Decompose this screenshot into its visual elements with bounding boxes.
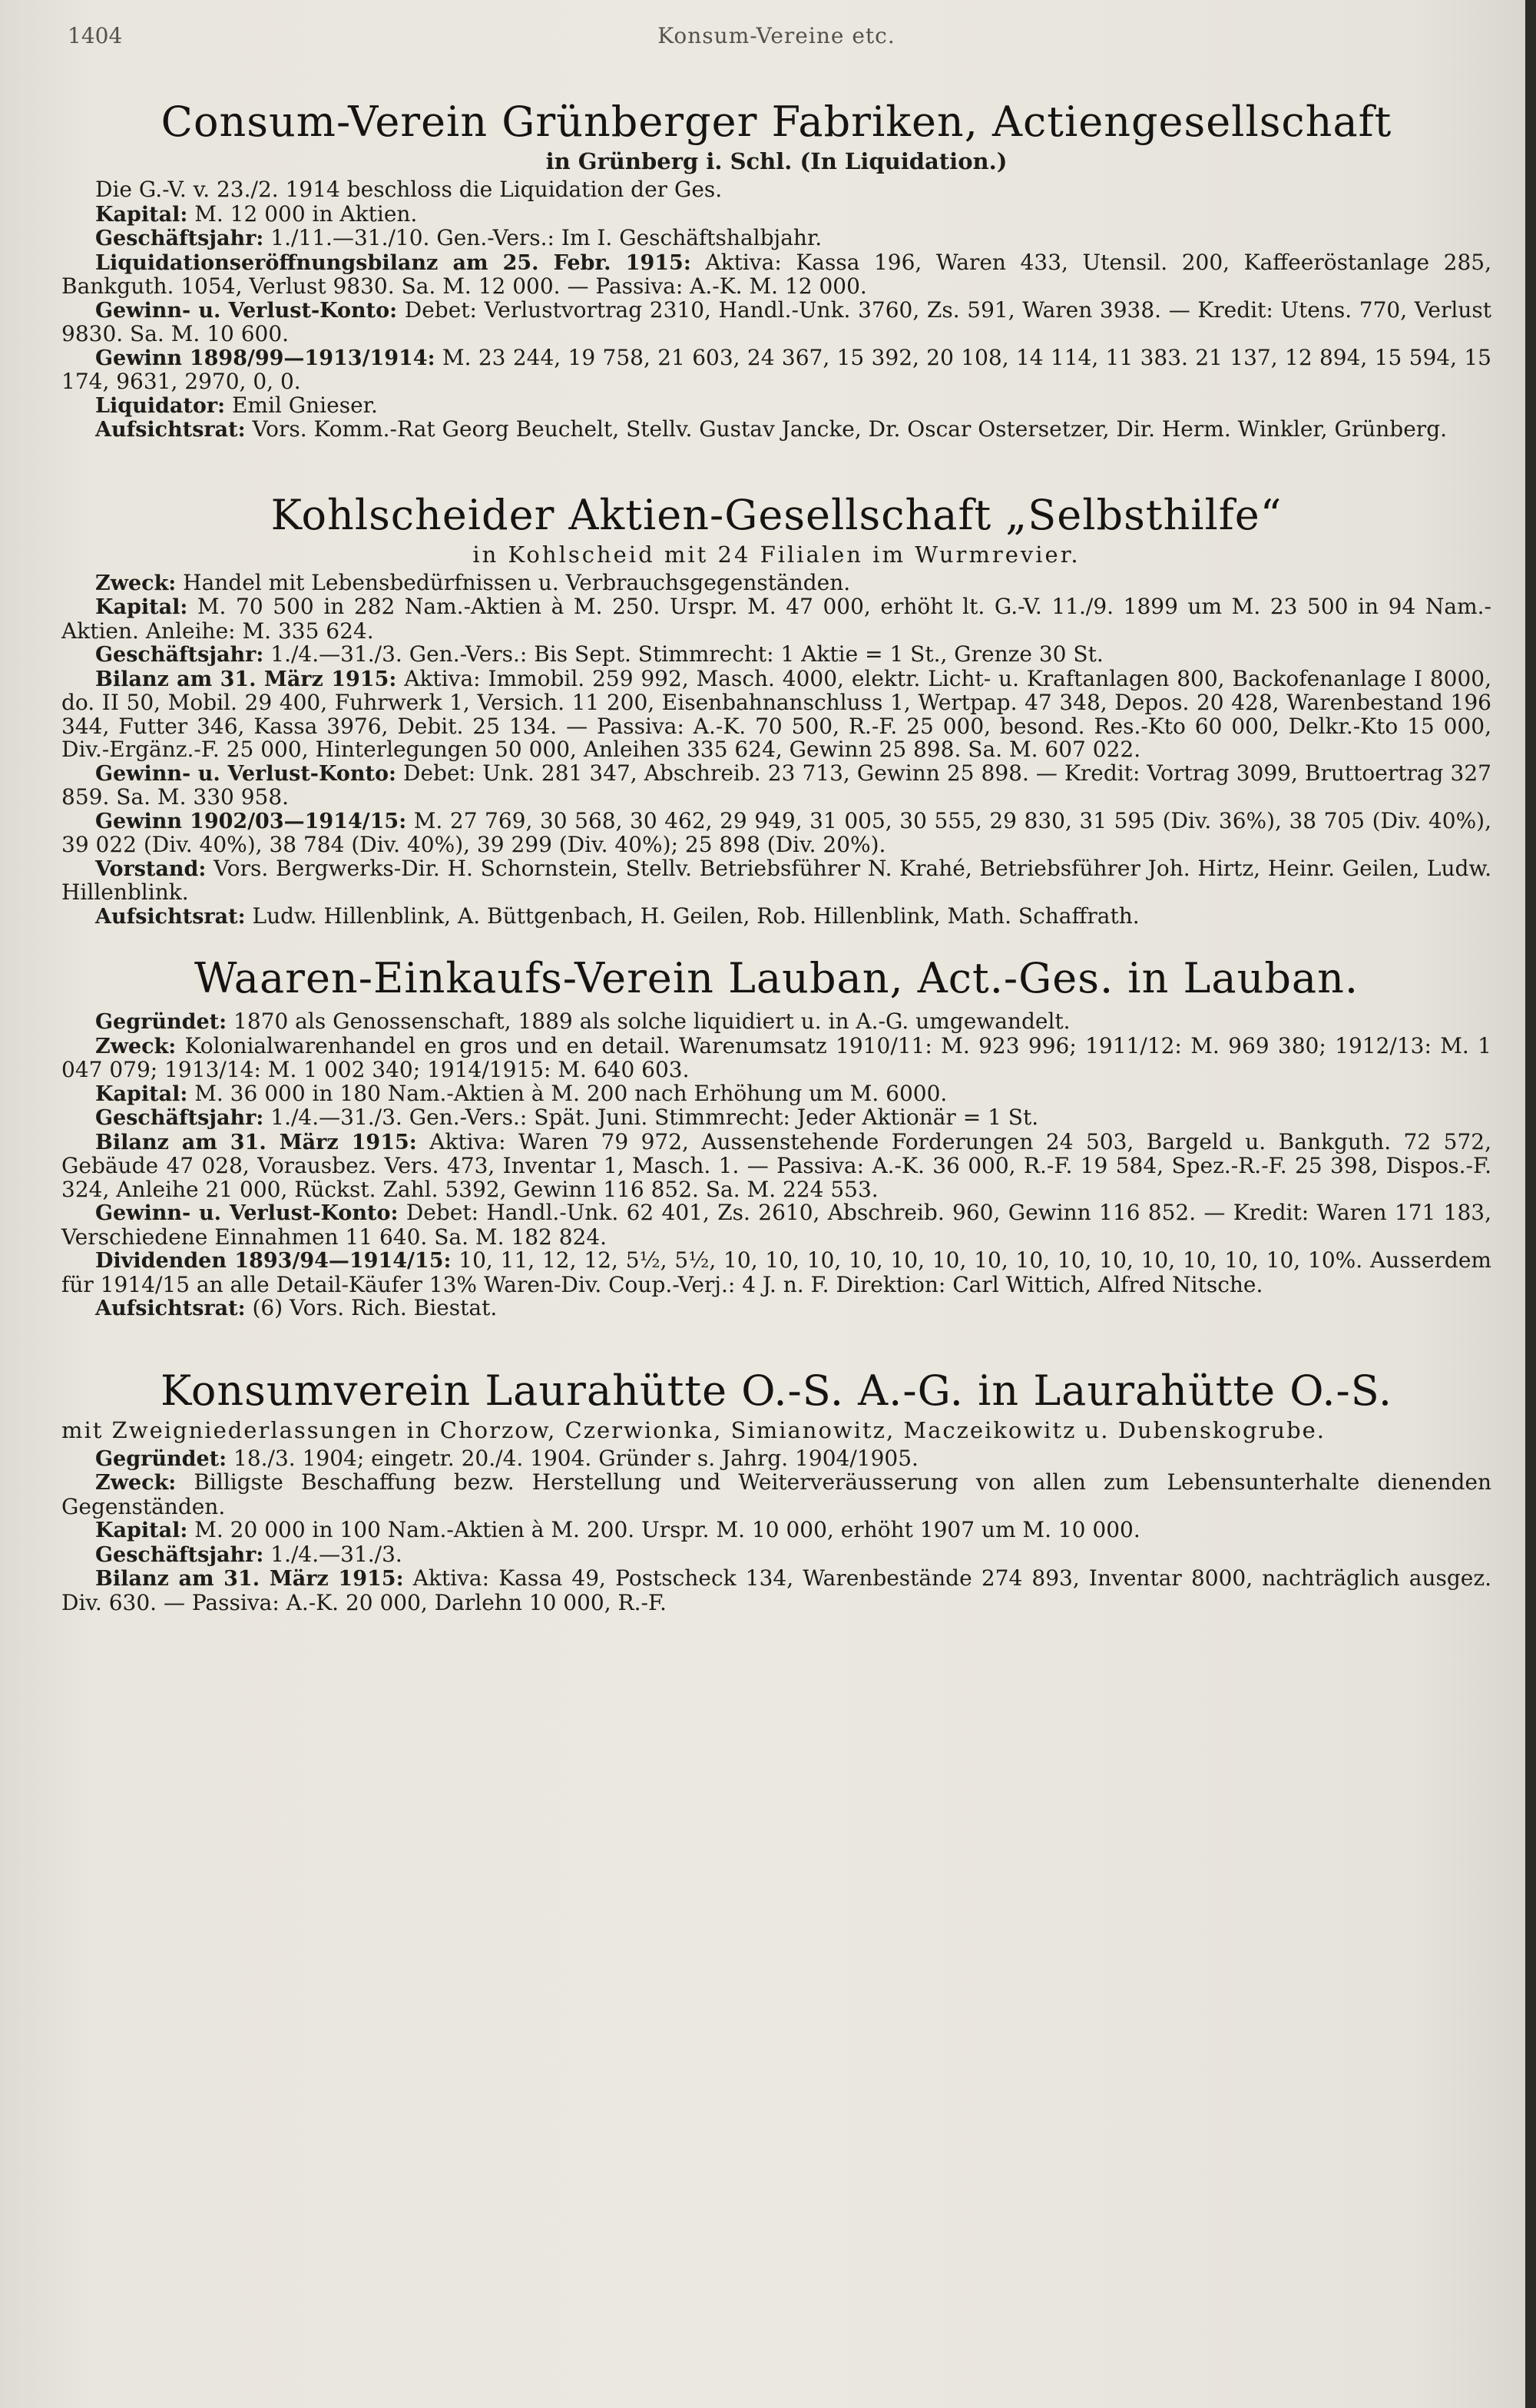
entry-paragraph	[61, 296, 1491, 346]
field-label: Gewinn- u. Verlust-Konto:	[95, 298, 398, 323]
field-text: Debet: Unk. 281 347, Abschreib. 23 713, Gewinn 25 898. — Kredit: Vortrag 3099, Bruttoertrag 327 859. Sa. M. 330 958.	[61, 760, 1491, 810]
entry-paragraph	[61, 1567, 1491, 1615]
field-label: Aufsichtsrat:	[95, 418, 246, 442]
entry-paragraph	[61, 346, 1491, 394]
entry-paragraph	[61, 1010, 1491, 1035]
entry-paragraph	[61, 905, 1491, 929]
field-label: Geschäftsjahr:	[95, 227, 264, 250]
entry-title: Konsumverein Laurahütte O.-S. A.-G. in Laurahütte O.-S.	[161, 1366, 1392, 1415]
field-label: Aufsichtsrat:	[95, 904, 246, 929]
field-label: Geschäftsjahr:	[95, 1542, 264, 1567]
field-label: Vorstand:	[95, 856, 207, 881]
entry-paragraph	[61, 595, 1491, 643]
field-label: Kapital:	[95, 1519, 188, 1542]
field-label: Bilanz am 31. März 1915:	[95, 1130, 417, 1154]
entry-title: Waaren-Einkaufs-Verein Lauban, Act.-Ges. in Lauban.	[194, 954, 1359, 1002]
field-label: Bilanz am 31. März 1915:	[95, 667, 397, 691]
entry-paragraph	[61, 1128, 1491, 1202]
entry-paragraph	[61, 807, 1491, 857]
field-text: 18./3. 1904; eingetr. 20./4. 1904. Gründer s. Jahrg. 1904/1905.	[233, 1445, 919, 1471]
field-text: Aktiva: Immobil. 259 992, Masch. 4000, elektr. Licht- u. Kraftanlagen 800, Backofenanlage I 8000, do. II 50, Mobil. 29 400, Fuhrwerk 1, Versich. 11 200, Eisenbahnanschluss 1, Wertpap. 47 348, Depos. 20 428, Warenbestand 196 344, Futter 346, Kassa 3976, Debit. 25 134. — Passiva: A.-K. 70 500, R.-F. 25 000, besond. Res.-Kto 60 000, Delkr.-Kto 15 000, Div.-Ergänz.-F. 25 000, Hinterlegungen 50 000, Anleihen 335 624, Gewinn 25 898. Sa. M. 607 022.	[61, 665, 1492, 762]
field-text: M. 23 244, 19 758, 21 603, 24 367, 15 392, 20 108, 14 114, 11 383. 21 137, 12 894, 15 594, 15 174, 9631, 2970, 0, 0.	[61, 344, 1491, 394]
field-text: 1./11.—31./10. Gen.-Vers.: Im I. Geschäftshalbjahr.	[270, 225, 823, 250]
running-title: Konsum-Vereine etc.	[657, 23, 895, 48]
entry-title: Kohlscheider Aktien-Gesellschaft „Selbsthilfe“	[270, 490, 1283, 539]
entry-paragraph	[61, 251, 1491, 299]
entry-paragraph	[61, 1106, 1491, 1131]
field-label: Zweck:	[95, 571, 177, 595]
entry-paragraph	[61, 1471, 1491, 1519]
page-number: 1404	[68, 23, 123, 48]
field-text: Vors. Bergwerks-Dir. H. Schornstein, Stellv. Betriebsführer N. Krahé, Betriebsführer Joh. Hirtz, Heinr. Geilen, Ludw. Hillenblink.	[61, 855, 1491, 905]
field-label: Gewinn- u. Verlust-Konto:	[95, 761, 396, 786]
entry-subtitle: in Grünberg i. Schl. (In Liquidation.)	[545, 148, 1008, 174]
running-header	[61, 23, 1491, 54]
field-label: Liquidator:	[95, 393, 226, 418]
field-label: Kapital:	[95, 202, 188, 227]
field-label: Gewinn 1902/03—1914/15:	[95, 809, 407, 833]
field-text: M. 20 000 in 100 Nam.-Aktien à M. 200. Urspr. M. 10 000, erhöht 1907 um M. 10 000.	[194, 1517, 1140, 1542]
field-text: Kolonialwarenhandel en gros und en detail. Warenumsatz 1910/11: M. 923 996; 1911/12: M. 969 380; 1912/13: M. 1 047 079; 1913/14: M. 1 002 340; 1914/1915: M. 640 603.	[61, 1032, 1491, 1082]
field-label: Liquidationseröffnungsbilanz am 25. Febr. 1915:	[95, 250, 691, 275]
page-binding-edge	[1525, 0, 1536, 2408]
field-text: Aktiva: Kassa 196, Waren 433, Utensil. 200, Kaffeeröstanlage 285, Bankguth. 1054, Verlust 9830. Sa. M. 12 000. — Passiva: A.-K. M. 12 000.	[61, 249, 1492, 299]
field-text: Debet: Verlustvortrag 2310, Handl.-Unk. 3760, Zs. 591, Waren 3938. — Kredit: Utens. 770, Verlust 9830. Sa. M. 10 600.	[61, 296, 1491, 346]
field-text: 1./4.—31./3. Gen.-Vers.: Spät. Juni. Stimmrecht: Jeder Aktionär = 1 St.	[270, 1105, 1039, 1130]
field-label: Geschäftsjahr:	[95, 1106, 264, 1130]
field-text: Vors. Komm.-Rat Georg Beuchelt, Stellv. Gustav Jancke, Dr. Oscar Ostersetzer, Dir. Herm. Winkler, Grünberg.	[252, 416, 1448, 442]
field-label: Bilanz am 31. März 1915:	[95, 1567, 404, 1591]
field-label: Geschäftsjahr:	[95, 643, 264, 667]
field-label: Aufsichtsrat:	[95, 1297, 246, 1320]
field-text: Ludw. Hillenblink, A. Büttgenbach, H. Geilen, Rob. Hillenblink, Math. Schaffrath.	[252, 903, 1140, 929]
field-text: Billigste Beschaffung bezw. Herstellung und Weiterveräusserung von allen zum Lebensunterhalte dienenden Gegenständen.	[61, 1469, 1492, 1519]
field-text: Aktiva: Kassa 49, Postscheck 134, Warenbestände 274 893, Inventar 8000, nachträglich ausgez. Div. 630. — Passiva: A.-K. 20 000, Darlehn 10 000, R.-F.	[61, 1565, 1491, 1615]
field-text: Die G.-V. v. 23./2. 1914 beschloss die Liquidation der Ges.	[95, 177, 723, 202]
field-label: Gegründet:	[95, 1446, 227, 1471]
field-label: Zweck:	[95, 1034, 177, 1058]
field-text: 1870 als Genossenschaft, 1889 als solche liquidiert u. in A.-G. umgewandelt.	[233, 1009, 1071, 1034]
company-entry-lauban	[61, 955, 1491, 1321]
entry-paragraph	[61, 1543, 1491, 1568]
field-text: Emil Gnieser.	[231, 392, 378, 418]
field-label: Gewinn 1898/99—1913/1914:	[95, 346, 435, 370]
entry-paragraph	[61, 1249, 1491, 1297]
entry-paragraph	[61, 1447, 1491, 1472]
entry-paragraph	[61, 1032, 1491, 1082]
field-label: Kapital:	[95, 595, 188, 619]
field-text: Debet: Handl.-Unk. 62 401, Zs. 2610, Abschreib. 960, Gewinn 116 852. — Kredit: Waren 171 183, Verschiedene Einnahmen 11 640. Sa. M. 182 824.	[61, 1200, 1492, 1250]
field-text: 1./4.—31./3. Gen.-Vers.: Bis Sept. Stimmrecht: 1 Aktie = 1 St., Grenze 30 St.	[270, 641, 1104, 667]
field-text: M. 70 500 in 282 Nam.-Aktien à M. 250. Urspr. M. 47 000, erhöht lt. G.-V. 11./9. 1899 um M. 23 500 in 94 Nam.-Aktien. Anleihe: M. 335 624.	[61, 594, 1491, 644]
field-label: Gegründet:	[95, 1010, 227, 1034]
entry-paragraph	[61, 1519, 1491, 1543]
entry-paragraph	[61, 571, 1491, 596]
field-label: Dividenden 1893/94—1914/15:	[95, 1249, 452, 1273]
entry-paragraph	[61, 394, 1491, 419]
field-text: Handel mit Lebensbedürfnissen u. Verbrauchsgegenständen.	[183, 569, 851, 595]
company-entry-kohlscheid	[61, 492, 1491, 929]
field-text: 10, 11, 12, 12, 5½, 5½, 10, 10, 10, 10, 10, 10, 10, 10, 10, 10, 10, 10, 10, 10, 10%. Ausserdem für 1914/15 an alle Detail-Käufer 13% Waren-Div. Coup.-Verj.: 4 J. n. F. Direktion: Carl Wittich, Alfred Nitsche.	[61, 1247, 1491, 1297]
field-label: Gewinn- u. Verlust-Konto:	[95, 1201, 399, 1225]
entry-paragraph	[61, 227, 1491, 251]
entry-subtitle: mit Zweigniederlassungen in Chorzow, Czerwionka, Simianowitz, Maczeikowitz u. Dubenskogrube.	[61, 1416, 1326, 1443]
entry-paragraph	[61, 762, 1491, 810]
entry-subtitle: in Kohlscheid mit 24 Filialen im Wurmrevier.	[472, 541, 1081, 568]
field-text: (6) Vors. Rich. Biestat.	[252, 1295, 498, 1320]
entry-paragraph	[61, 643, 1491, 667]
entry-paragraph	[61, 418, 1491, 442]
entry-title: Consum-Verein Grünberger Fabriken, Actiengesellschaft	[161, 98, 1392, 146]
entry-paragraph	[61, 1201, 1491, 1249]
entry-paragraph	[61, 857, 1491, 905]
company-entry-laurahuette	[61, 1367, 1491, 1615]
entry-paragraph	[61, 1297, 1491, 1321]
field-text: Aktiva: Waren 79 972, Aussenstehende Forderungen 24 503, Bargeld u. Bankguth. 72 572, Gebäude 47 028, Vorausbez. Vers. 473, Inventar 1, Masch. 1. — Passiva: A.-K. 36 000, R.-F. 19 584, Spez.-R.-F. 25 398, Dispos.-F. 324, Anleihe 21 000, Rückst. Zahl. 5392, Gewinn 116 852. Sa. M. 224 553.	[61, 1128, 1491, 1202]
entry-paragraph	[61, 1082, 1491, 1107]
entry-paragraph	[61, 178, 1491, 203]
field-text: M. 12 000 in Aktien.	[194, 200, 418, 227]
entry-paragraph	[61, 200, 1491, 227]
entry-paragraph	[61, 667, 1491, 762]
field-label: Kapital:	[95, 1081, 188, 1106]
field-label: Zweck:	[95, 1471, 177, 1495]
company-entry-gruenberg	[61, 98, 1491, 442]
field-text: M. 27 769, 30 568, 30 462, 29 949, 31 005, 30 555, 29 830, 31 595 (Div. 36%), 38 705 (Div. 40%), 39 022 (Div. 40%), 38 784 (Div. 40%), 39 299 (Div. 40%); 25 898 (Div. 20%).	[61, 807, 1491, 857]
field-text: M. 36 000 in 180 Nam.-Aktien à M. 200 nach Erhöhung um M. 6000.	[194, 1080, 948, 1106]
field-text: 1./4.—31./3.	[270, 1541, 402, 1567]
